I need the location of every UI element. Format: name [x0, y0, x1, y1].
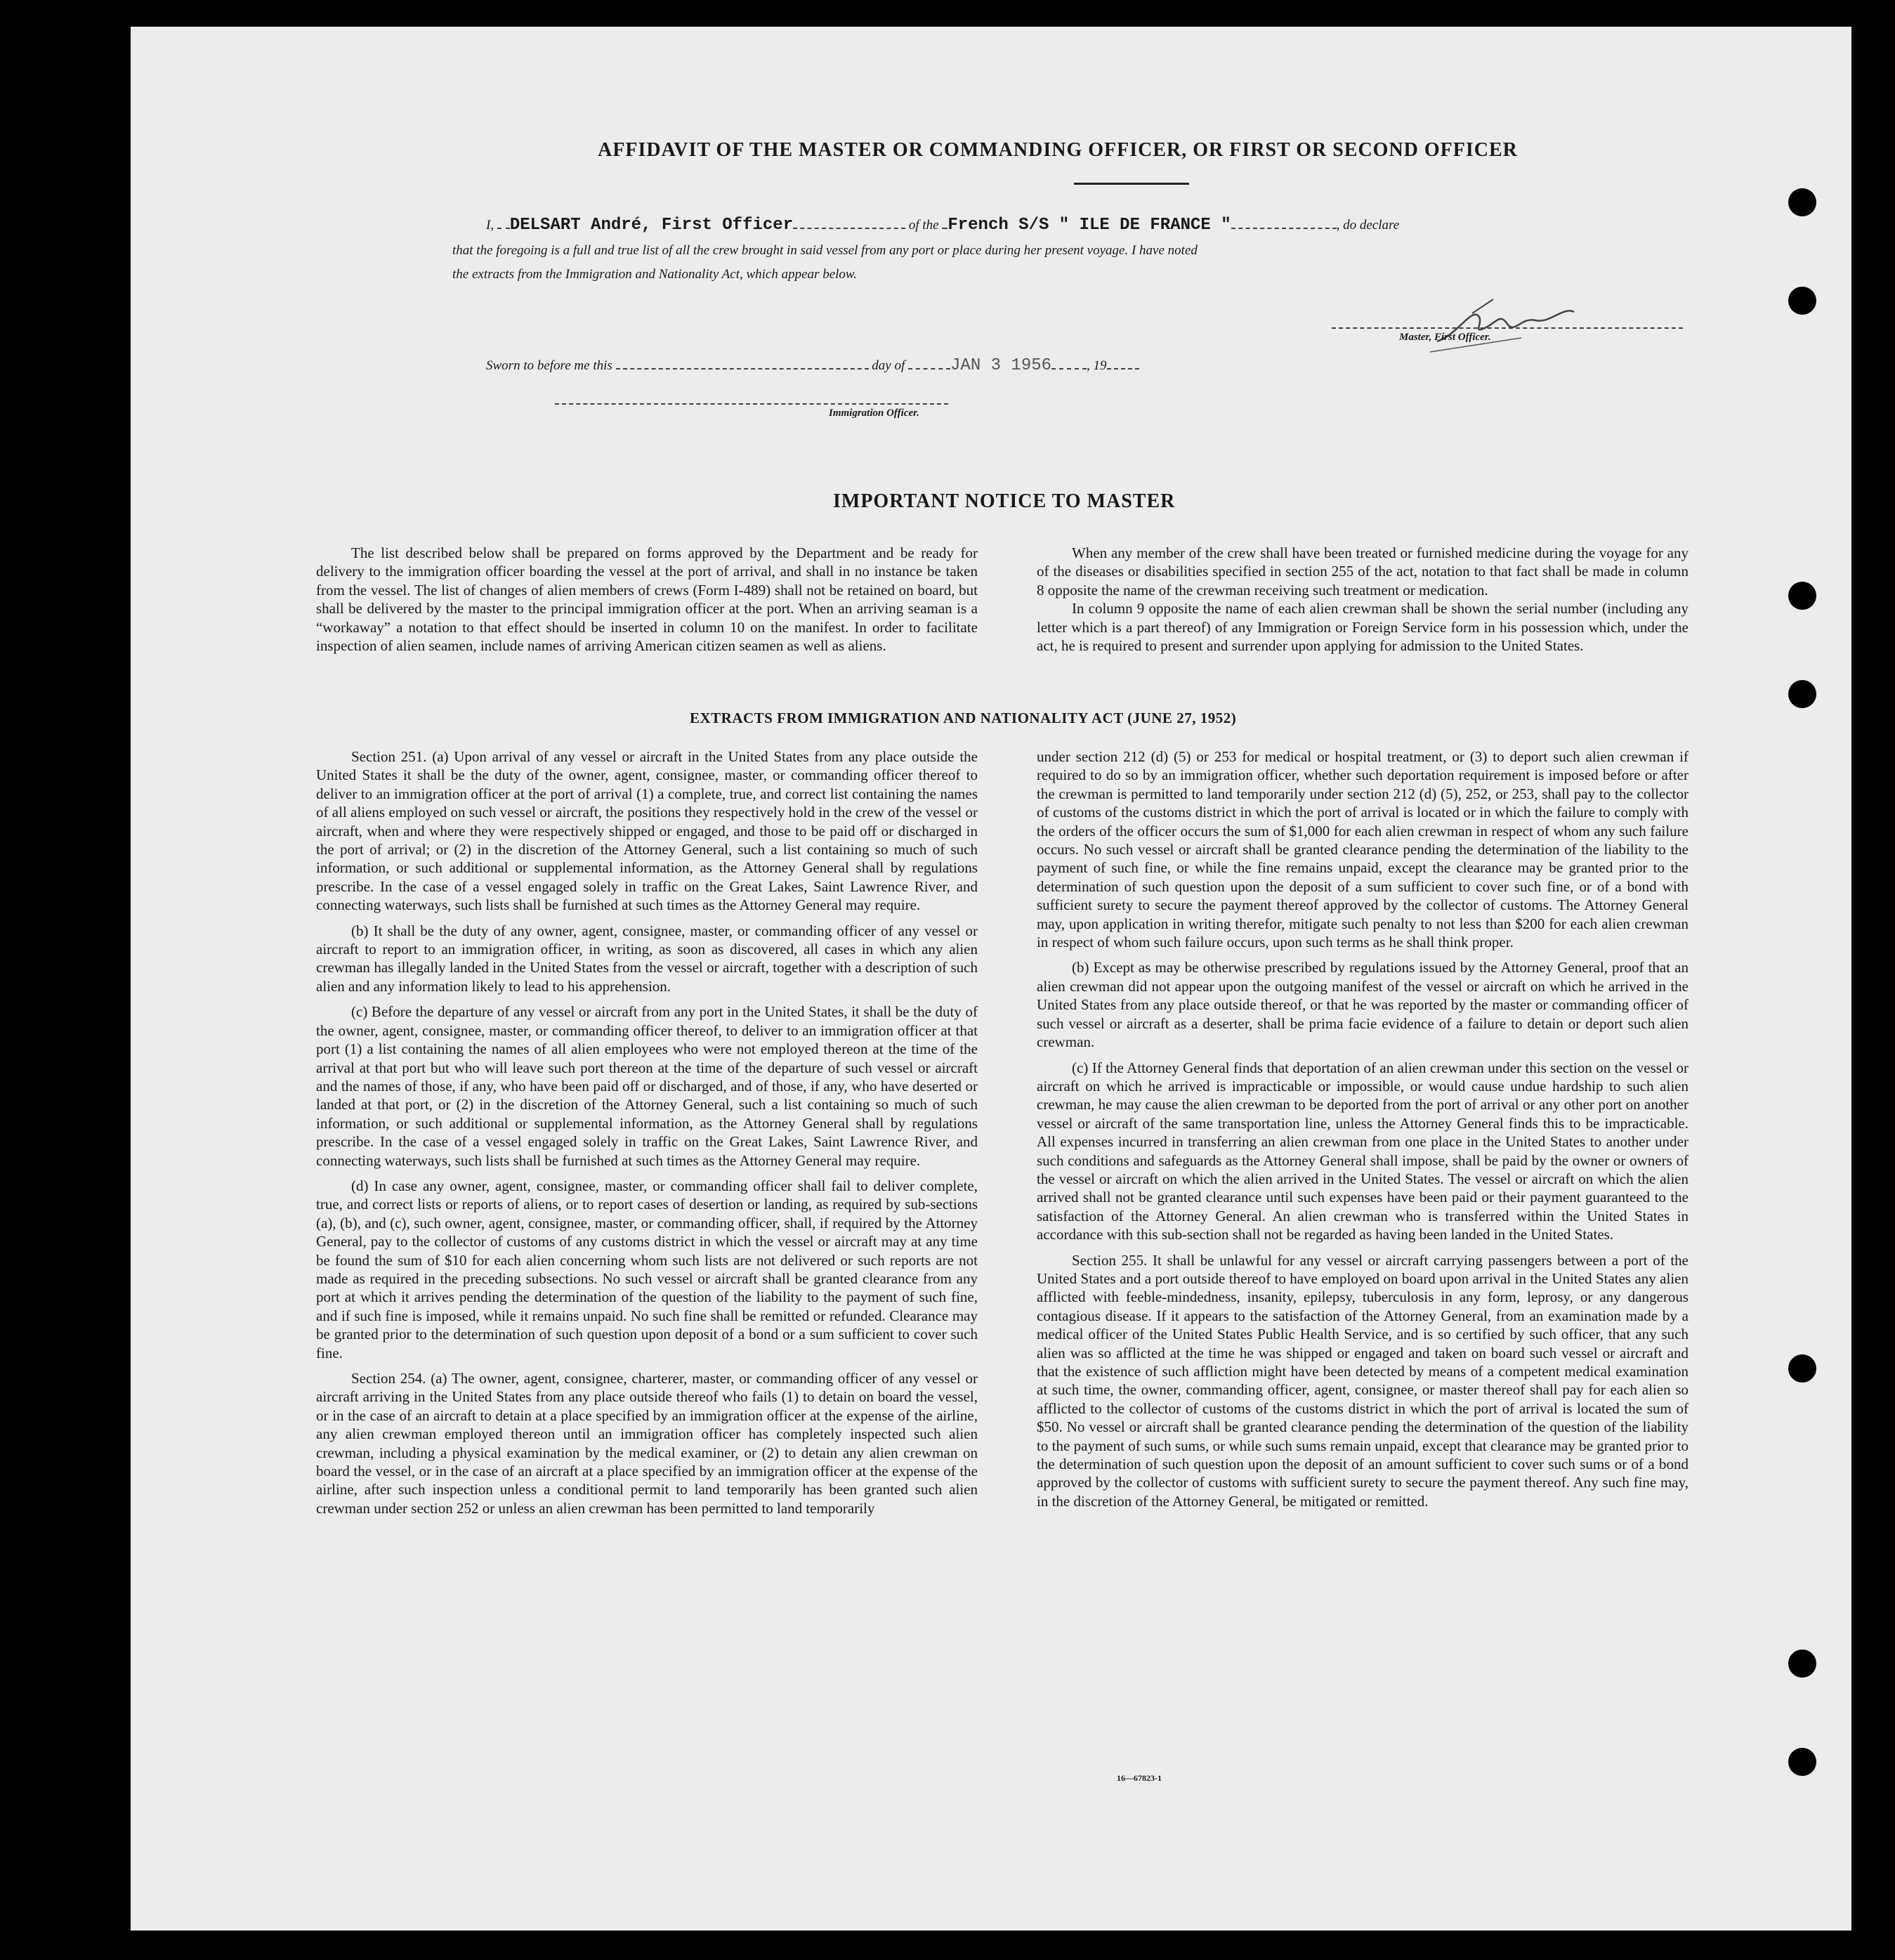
- binder-hole: [1788, 1649, 1816, 1678]
- binder-hole: [1788, 287, 1816, 315]
- year-suffix: , 19: [1087, 358, 1107, 373]
- signature-line: [1332, 327, 1683, 329]
- sworn-prefix: Sworn to before me this: [486, 358, 612, 373]
- notice-title: IMPORTANT NOTICE TO MASTER: [833, 490, 1176, 512]
- affidavit-line3: the extracts from the Immigration and Nationality Act, which appear below.: [452, 267, 857, 282]
- notice-left-paragraph: The list described below shall be prepared on forms approved by the Department and be ready for delivery to the immigration officer boarding the vessel at the port of arrival, and shall in no instance be taken from the vessel. The list of changes of alien members of crews (Form I-489) shall not be retained on board, but shall be delivered by the master to the principal immigration officer at the port. When an arriving seaman is a “workaway” a notation to that effect should be inserted in column 10 on the manifest. In order to facilitate inspection of alien seamen, include names of arriving American citizen seamen as well as aliens.: [316, 544, 978, 655]
- notice-right-paragraph: In column 9 opposite the name of each alien crewman shall be shown the serial number (including any letter which is a part thereof) of any Immigration or Foreign Service form in his possession which, under the act, he is required to present and surrender upon applying for admission to the United States.: [1037, 600, 1689, 655]
- extract-paragraph: (b) Except as may be otherwise prescribed by regulations issued by the Attorney General, proof that an alien crewman did not appear upon the outgoing manifest of the vessel or aircraft on which he arrived in the United States from any place outside thereof, or that he was reported by the master or commanding officer of such vessel or aircraft as a deserter, shall be prima facie evidence of a failure to detain or deport such alien crewman.: [1037, 959, 1689, 1051]
- extract-paragraph: Section 251. (a) Upon arrival of any vessel or aircraft in the United States from any place outside the United States it shall be the duty of the owner, agent, consignee, master, or commanding officer thereof to deliver to an immigration officer at the port of arrival (1) a complete, true, and correct list containing the names of all aliens employed on such vessel or aircraft, the positions they respectively hold in the crew of the vessel or aircraft, when and where they were respectively shipped or engaged, and those to be paid off or discharged in the port of arrival; or (2) in the discretion of the Attorney General, such a list containing so much of such information, or such additional or supplemental information, as the Attorney General shall by regulations prescribe. In the case of a vessel engaged solely in traffic on the Great Lakes, Saint Lawrence River, and connecting waterways, such lists shall be furnished at such times as the Attorney General may require.: [316, 748, 978, 914]
- line1-prefix: I,: [486, 218, 494, 233]
- affidavit-line1: [486, 214, 1399, 235]
- notice-left-column: [316, 544, 978, 662]
- officer-signature: [1430, 292, 1599, 355]
- extracts-left-column: [316, 747, 978, 1524]
- officer-caption: Master, First Officer.: [1399, 332, 1491, 343]
- day-of-label: day of: [872, 358, 905, 373]
- do-declare-label: , do declare: [1336, 218, 1400, 233]
- extract-paragraph: (b) It shall be the duty of any owner, agent, consignee, master, or commanding officer of any vessel or aircraft to report to an immigration officer, in writing, as soon as discovered, all cases in which any alien crewman has illegally landed in the United States from the vessel or aircraft, together with a description of such alien and any information likely to lead to his apprehension.: [316, 922, 978, 995]
- document-page: [131, 27, 1851, 1930]
- date-stamp: JAN 3 1956: [950, 356, 1052, 375]
- affidavit-line2: that the foregoing is a full and true list of all the crew brought in said vessel from any port or place during her present voyage. I have noted: [452, 243, 1198, 258]
- sworn-line: [486, 354, 1139, 375]
- notice-right-paragraph: When any member of the crew shall have been treated or furnished medicine during the voyage for any of the diseases or disabilities specified in section 255 of the act, notation to that fact shall be made in column 8 opposite the name of the crewman receiving such treatment or medication.: [1037, 544, 1689, 599]
- officer-name-field: DELSART André, First Officer: [509, 216, 794, 235]
- extract-paragraph: (c) Before the departure of any vessel or aircraft from any port in the United States, it shall be the duty of the owner, agent, consignee, master, or commanding officer thereof, to deliver to an immigration officer at that port (1) a list containing the names of all alien employees who were not employed thereon at the time of the arrival at that port but who will leave such port thereon at the time of the departure of such vessel or aircraft and the names of those, if any, who have been paid off or discharged, and of those, if any, who have deserted or landed at that port, or (2) in the discretion of the Attorney General, such a list containing so much of such information, or such additional or supplemental information, as the Attorney General shall by regulations prescribe. In the case of a vessel engaged solely in traffic on the Great Lakes, Saint Lawrence River, and connecting waterways, such lists shall be furnished at such times as the Attorney General may require.: [316, 1003, 978, 1169]
- title-rule: [1074, 183, 1189, 185]
- of-the-label: of the: [908, 218, 939, 233]
- binder-hole: [1788, 582, 1816, 610]
- binder-hole: [1788, 680, 1816, 708]
- affidavit-title: AFFIDAVIT OF THE MASTER OR COMMANDING OFFICER, OR FIRST OR SECOND OFFICER: [598, 139, 1518, 161]
- vessel-name-field: French S/S " ILE DE FRANCE ": [948, 216, 1231, 235]
- binder-hole: [1788, 1354, 1816, 1383]
- immigration-officer-line: [555, 403, 948, 405]
- binder-hole: [1788, 188, 1816, 216]
- notice-right-column: [1037, 544, 1689, 662]
- extract-paragraph: (c) If the Attorney General finds that deportation of an alien crewman under this section on the vessel or aircraft on which he arrived is impracticable or impossible, or would cause undue hardship to such alien crewman, he may cause the alien crewman to be deported from the port of arrival or any other port on another vessel or aircraft of the same transportation line, unless the Attorney General finds this to be impracticable. All expenses incurred in transferring an alien crewman from one place in the United States to another under such conditions and safeguards as the Attorney General shall impose, shall be paid by the owner or owners of the vessel or aircraft on which the alien arrived in the United States. The vessel or aircraft on which the alien arrived shall not be granted clearance until such expenses have been paid or their payment guaranteed to the satisfaction of the Attorney General. An alien crewman who is transferred within the United States in accordance with this sub-section shall not be regarded as having been landed in the United States.: [1037, 1059, 1689, 1243]
- extracts-right-column: [1037, 747, 1689, 1517]
- form-number: 16—67823-1: [1117, 1773, 1162, 1783]
- binder-hole: [1788, 1748, 1816, 1776]
- extract-paragraph: (d) In case any owner, agent, consignee, master, or commanding officer shall fail to deliver complete, true, and correct lists or reports of aliens, or to report cases of desertion or landing, as required by sub-sections (a), (b), and (c), such owner, agent, consignee, master, or commanding officer, shall, if required by the Attorney General, pay to the collector of customs of any customs district in which the vessel or aircraft may at any time be found the sum of $10 for each alien concerning whom such lists are not delivered or such reports are not made as required in the preceding subsections. No such vessel or aircraft shall be granted clearance from any port at which it arrives pending the determination of the question of the liability to the payment of such fine, and if such fine is imposed, while it remains unpaid. No such fine shall be remitted or refunded. Clearance may be granted prior to the determination of such question upon deposit of a bond or a sum sufficient to cover such fine.: [316, 1177, 978, 1361]
- extract-paragraph: under section 212 (d) (5) or 253 for medical or hospital treatment, or (3) to deport such alien crewman if required to do so by an immigration officer, whether such deportation requirement is imposed before or after the crewman is permitted to land temporarily under section 212 (d) (5), 252, or 253, shall pay to the collector of customs of the customs district in which the port of arrival is located or in which the failure to comply with the orders of the officer occurs the sum of $1,000 for each alien crewman in respect of whom any such failure occurs. No such vessel or aircraft shall be granted clearance pending the determination of the liability to the payment of such fine, or while the fine remains unpaid, except the clearance may be granted prior to the determination of such question upon the deposit of a sum sufficient to cover such fine, or of a bond with sufficient surety to secure the payment thereof approved by the collector of customs. The Attorney General may, upon application in writing therefor, mitigate such penalty to not less than $200 for each alien crewman in respect of whom such failure occurs, upon such terms as he shall think proper.: [1037, 748, 1689, 951]
- extract-paragraph: Section 254. (a) The owner, agent, consignee, charterer, master, or commanding officer of any vessel or aircraft arriving in the United States from any place outside thereof who fails (1) to detain on board the vessel, or in the case of an aircraft to detain at a place specified by an immigration officer at the expense of the airline, any alien crewman employed thereon until an immigration officer has completely inspected such alien crewman, including a physical examination by the medical examiner, or (2) to detain any alien crewman on board the vessel, or in the case of an aircraft at a place specified by an immigration officer at the expense of the airline, after such inspection unless a conditional permit to land temporarily has been granted such alien crewman under section 252 or unless an alien crewman has been permitted to land temporarily: [316, 1370, 978, 1517]
- extracts-title: EXTRACTS FROM IMMIGRATION AND NATIONALITY ACT (JUNE 27, 1952): [690, 710, 1237, 726]
- immigration-officer-caption: Immigration Officer.: [829, 407, 919, 419]
- extract-paragraph: Section 255. It shall be unlawful for any vessel or aircraft carrying passengers between a port of the United States and a port outside thereof to have employed on board upon arrival in the United States any alien afflicted with feeble-mindedness, insanity, epilepsy, tuberculosis in any form, leprosy, or any dangerous contagious disease. If it appears to the satisfaction of the Attorney General, from an examination made by a medical officer of the United States Public Health Service, and is so certified by such officer, that any such alien was so afflicted at the time he was shipped or engaged and taken on board such vessel or aircraft and that the existence of such affliction might have been detected by means of a competent medical examination at such time, the owner, commanding officer, agent, consignee, or master thereof shall pay for each alien so afflicted to the collector of customs of the customs district in which the port of arrival is located the sum of $50. No vessel or aircraft shall be granted clearance pending the determination of the question of the liability to the payment of such sums, or while such sums remain unpaid, except that clearance may be granted prior to the determination of such question upon the deposit of an amount sufficient to cover such sums or of a bond approved by the collector of customs with sufficient surety to secure the payment thereof. Any such fine may, in the discretion of the Attorney General, be mitigated or remitted.: [1037, 1251, 1689, 1510]
